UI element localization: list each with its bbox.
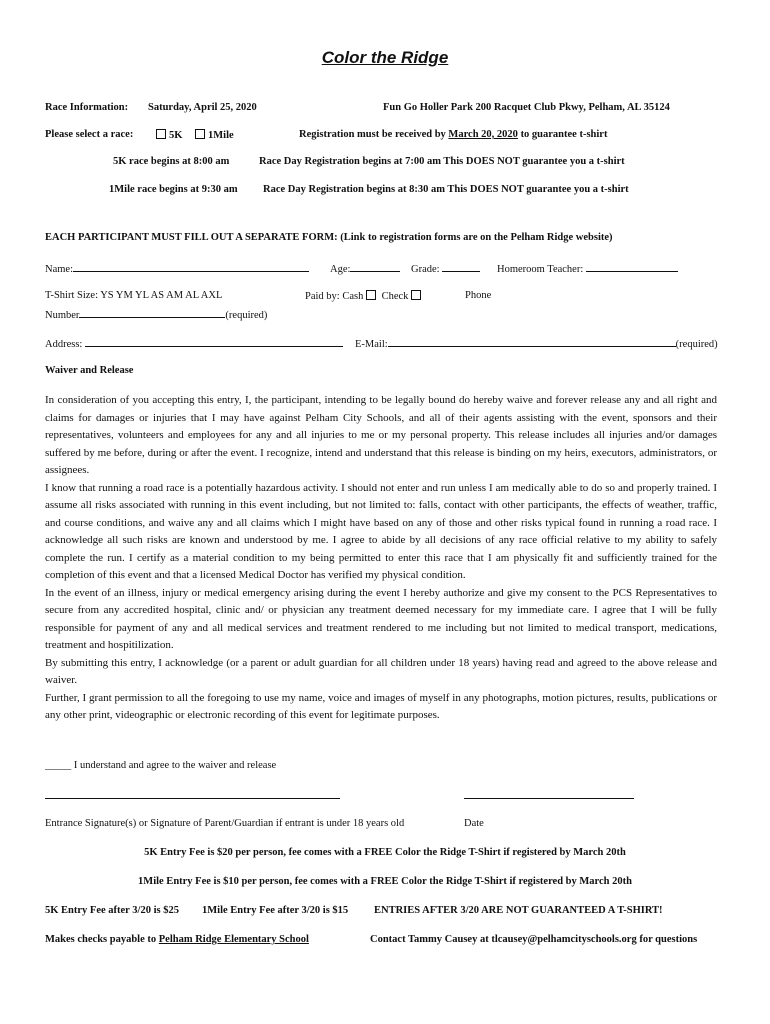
phone-number-line[interactable] bbox=[79, 307, 225, 318]
check-label: Check bbox=[381, 291, 409, 302]
email-field[interactable] bbox=[355, 336, 718, 350]
option-5k[interactable] bbox=[156, 129, 182, 141]
deadline-suffix: to guarantee t-shirt bbox=[520, 129, 608, 140]
race-date: Saturday, April 25, 2020 bbox=[148, 102, 257, 113]
race-location: Fun Go Holler Park 200 Racquet Club Pkwy, Pelham, AL 35124 bbox=[383, 102, 670, 113]
waiver-paragraph: In the event of an illness, injury or medical emergency arising during the event I hereby authorize and give my consent to the PCS Representatives to secure from any accredited hospital, clinic and/ or physician any treatment deemed necessary for my immediate care. I agree that I will be fully responsible for payment of any and all medical services and treatment rendered to me including but not limited to medical transport, medications, treatment and hospitilization. bbox=[45, 586, 717, 651]
email-required: (required) bbox=[675, 339, 718, 350]
name-field[interactable] bbox=[45, 261, 309, 275]
grade-label: Grade: bbox=[411, 264, 440, 275]
name-label: Name: bbox=[45, 264, 73, 275]
5k-dayof-registration: Race Day Registration begins at 7:00 am This DOES NOT guarantee you a t-shirt bbox=[259, 156, 625, 167]
teacher-field[interactable] bbox=[497, 261, 678, 275]
checkbox-1mile[interactable] bbox=[195, 129, 205, 139]
checkbox-5k[interactable] bbox=[156, 129, 166, 139]
option-5k-label: 5K bbox=[169, 130, 183, 141]
address-line[interactable] bbox=[85, 336, 343, 347]
registration-deadline bbox=[299, 129, 607, 140]
waiver-text bbox=[45, 392, 717, 725]
age-field[interactable] bbox=[330, 261, 400, 275]
agree-text: I understand and agree to the waiver and release bbox=[73, 760, 277, 771]
separate-form-notice: EACH PARTICIPANT MUST FILL OUT A SEPARATE FORM: (Link to registration forms are on the Pelham Ridge website) bbox=[45, 232, 613, 243]
phone-number-field[interactable] bbox=[45, 307, 267, 321]
page-title: Color the Ridge bbox=[321, 48, 449, 67]
5k-start-time: 5K race begins at 8:00 am bbox=[113, 156, 230, 167]
age-label: Age: bbox=[330, 264, 351, 275]
paid-by-label: Paid by: Cash bbox=[305, 291, 364, 302]
address-field[interactable] bbox=[45, 336, 343, 350]
checkbox-check[interactable] bbox=[411, 290, 421, 300]
select-race-label: Please select a race: bbox=[45, 129, 134, 140]
grade-line[interactable] bbox=[442, 261, 480, 272]
deadline-date: March 20, 2020 bbox=[448, 129, 518, 140]
payable-prefix: Makes checks payable to bbox=[45, 934, 157, 945]
1mile-start-time: 1Mile race begins at 9:30 am bbox=[109, 184, 238, 195]
phone-required: (required) bbox=[225, 310, 268, 321]
waiver-paragraph: Further, I grant permission to all the foregoing to use my name, voice and images of myself in any photographs, motion pictures, results, publications or any other print, videographic or electronic recording of this event for legitimate purposes. bbox=[45, 691, 717, 721]
waiver-heading: Waiver and Release bbox=[45, 365, 134, 376]
payable-to: Pelham Ridge Elementary School bbox=[158, 934, 309, 945]
agree-blank[interactable]: _____ bbox=[45, 760, 72, 771]
deadline-prefix: Registration must be received by bbox=[299, 129, 446, 140]
teacher-line[interactable] bbox=[586, 261, 678, 272]
age-line[interactable] bbox=[350, 261, 400, 272]
tshirt-size-options[interactable]: T-Shirt Size: YS YM YL AS AM AL AXL bbox=[45, 290, 223, 301]
date-line[interactable] bbox=[464, 798, 634, 799]
number-label: Number bbox=[45, 310, 80, 321]
grade-field[interactable] bbox=[411, 261, 480, 275]
option-1mile[interactable] bbox=[195, 129, 234, 141]
option-1mile-label: 1Mile bbox=[208, 130, 234, 141]
late-entry-notice: ENTRIES AFTER 3/20 ARE NOT GUARANTEED A T-SHIRT! bbox=[374, 905, 663, 916]
race-info-label: Race Information: bbox=[45, 102, 129, 113]
contact-info: Contact Tammy Causey at tlcausey@pelhamcityschools.org for questions bbox=[370, 934, 698, 945]
address-label: Address: bbox=[45, 339, 83, 350]
fee-5k: 5K Entry Fee is $20 per person, fee comes with a FREE Color the Ridge T-Shirt if registered by March 20th bbox=[144, 847, 626, 858]
waiver-paragraph: I know that running a road race is a potentially hazardous activity. I should not enter and run unless I am medically able to do so and properly trained. I assume all risks associated with running in this event including, but not limited to: falls, contact with other participants, the effects of weather, traffic, and course conditions, and waive any and all claims which I might have based on any of those and other risks typical found in running a road race. I acknowledge all such risks are known and understood by me. I agree to abide by all decisions of any race official relative to my ability to safely complete the run. I certify as a material condition to my being permitted to enter this race that I am physically fit and sufficiently trained for the completion of this event and that a licensed Medical Doctor has verified my physical condition. bbox=[45, 481, 717, 581]
date-label: Date bbox=[464, 818, 484, 829]
late-fee-5k: 5K Entry Fee after 3/20 is $25 bbox=[45, 905, 179, 916]
fee-1mile: 1Mile Entry Fee is $10 per person, fee comes with a FREE Color the Ridge T-Shirt if registered by March 20th bbox=[138, 876, 632, 887]
phone-label: Phone bbox=[465, 290, 492, 301]
signature-line[interactable] bbox=[45, 798, 340, 799]
checkbox-cash[interactable] bbox=[366, 290, 376, 300]
teacher-label: Homeroom Teacher: bbox=[497, 264, 584, 275]
email-line[interactable] bbox=[388, 336, 676, 347]
paid-by-field[interactable] bbox=[305, 290, 424, 302]
1mile-dayof-registration: Race Day Registration begins at 8:30 am This DOES NOT guarantee you a t-shirt bbox=[263, 184, 629, 195]
signature-label: Entrance Signature(s) or Signature of Parent/Guardian if entrant is under 18 years old bbox=[45, 818, 405, 829]
waiver-paragraph: In consideration of you accepting this entry, I, the participant, intending to be legally bound do hereby waive and forever release any and all right and claims for damages or injuries that I may have against Pelham City Schools, and all of their agents assisting with the event, sponsors and their representatives, volunteers and employees for any and all injuries to me or my personal property. This release includes all injuries and/or damages suffered by me before, during or after the event. I recognize, intend and understand that this release is binding on my heirs, executors, administrators, or assignees. bbox=[45, 394, 717, 476]
waiver-paragraph: By submitting this entry, I acknowledge (or a parent or adult guardian for all children under 18 years) having read and agreed to the above release and waiver. bbox=[45, 656, 717, 686]
agree-field[interactable] bbox=[45, 760, 276, 771]
payable-line bbox=[45, 934, 309, 945]
late-fee-1mile: 1Mile Entry Fee after 3/20 is $15 bbox=[202, 905, 349, 916]
email-label: E-Mail: bbox=[355, 339, 388, 350]
name-line[interactable] bbox=[73, 261, 309, 272]
